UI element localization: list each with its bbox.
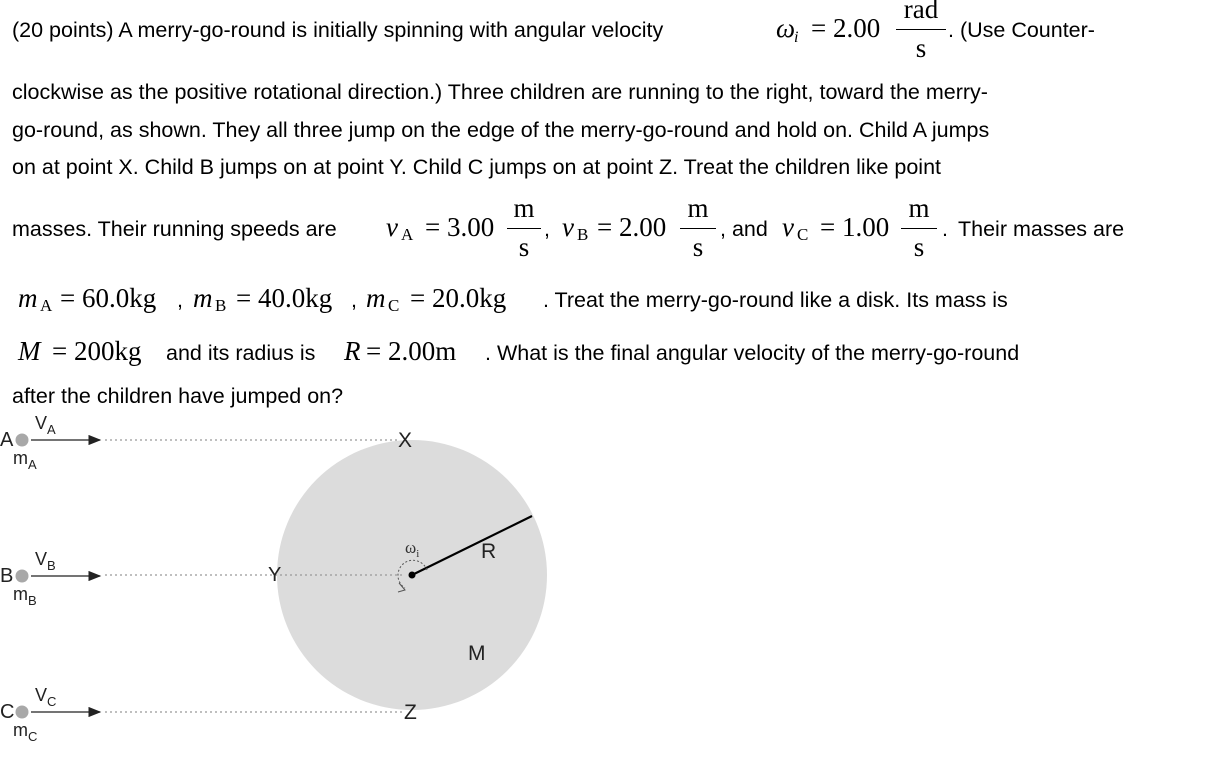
mass-symbol: m xyxy=(13,448,28,468)
velocity-C-label xyxy=(35,685,57,709)
intro-text: (20 points) A merry-go-round is initially spinning with angular velocity xyxy=(12,18,664,42)
mB-subscript: B xyxy=(215,296,227,315)
child-A-dot xyxy=(16,434,29,447)
unit-rad: rad xyxy=(903,0,939,24)
mass-subscript: A xyxy=(28,457,37,472)
omega-symbol: ω xyxy=(776,13,796,43)
vA-symbol: v xyxy=(386,212,398,242)
text-line-3: go-round, as shown. They all three jump on the edge of the merry-go-round and hold on. Child A jumps xyxy=(12,118,990,142)
mass-subscript: C xyxy=(28,729,38,744)
vA-subscript: A xyxy=(401,225,414,244)
mass-subscript: B xyxy=(28,593,37,608)
mA-symbol: m xyxy=(18,283,38,313)
text-line-2: clockwise as the positive rotational direction.) Three children are running to the right, toward the merry- xyxy=(12,80,988,104)
velocity-subscript: B xyxy=(47,558,56,573)
vB-value: = 2.00 xyxy=(597,212,667,242)
radius-text: and its radius is xyxy=(166,341,316,365)
point-Y-label: Y xyxy=(268,564,282,586)
question-text: . What is the final angular velocity of the merry-go-round xyxy=(485,341,1020,365)
child-C-dot xyxy=(16,706,29,719)
child-B-label: B xyxy=(0,565,14,587)
vC-symbol: v xyxy=(782,212,794,242)
omega-subscript: i xyxy=(416,548,420,560)
child-A-label: A xyxy=(0,429,14,451)
vC-unit-s: s xyxy=(913,232,925,262)
mass-B-label xyxy=(13,584,37,608)
mA-value: = 60.0kg xyxy=(60,283,157,313)
point-Z-label: Z xyxy=(404,701,417,724)
vC-unit-m: m xyxy=(908,193,930,223)
velocity-symbol: V xyxy=(35,413,48,433)
unit-s: s xyxy=(915,33,927,63)
comma: , xyxy=(177,288,183,312)
text-line-4: on at point X. Child B jumps on at point Y. Child C jumps on at point Z. Treat the children like point xyxy=(12,155,942,179)
velocity-subscript: C xyxy=(47,694,57,709)
vB-subscript: B xyxy=(577,225,589,244)
vC-subscript: C xyxy=(797,225,809,244)
disk-center xyxy=(409,572,416,579)
period: . xyxy=(942,217,948,241)
omega-value: = 2.00 xyxy=(811,13,881,43)
M-value: = 200kg xyxy=(52,336,142,366)
vB-unit-m: m xyxy=(687,193,709,223)
mass-C-label xyxy=(13,720,38,744)
mass-symbol: m xyxy=(13,720,28,740)
mA-subscript: A xyxy=(40,296,53,315)
omega-subscript: i xyxy=(794,29,799,46)
R-symbol: R xyxy=(344,336,361,366)
velocity-A-label xyxy=(35,413,56,437)
ccw-note: . (Use Counter- xyxy=(948,18,1095,42)
velocity-subscript: A xyxy=(47,422,56,437)
mC-value: = 20.0kg xyxy=(410,283,507,313)
mass-A-label xyxy=(13,448,37,472)
M-symbol: M xyxy=(18,336,41,366)
vC-value: = 1.00 xyxy=(820,212,890,242)
child-C-label: C xyxy=(0,701,15,723)
mass-symbol: m xyxy=(13,584,28,604)
mB-symbol: m xyxy=(193,283,213,313)
velocity-B-label xyxy=(35,549,56,573)
comma: , xyxy=(544,217,550,241)
omega-symbol: ω xyxy=(405,538,417,557)
omega-i-label xyxy=(405,538,420,560)
R-value: = 2.00m xyxy=(366,336,457,366)
point-X-label: X xyxy=(398,429,413,452)
speeds-lead: masses. Their running speeds are xyxy=(12,217,337,241)
velocity-symbol: V xyxy=(35,549,48,569)
vB-unit-s: s xyxy=(692,232,704,262)
radius-R-label: R xyxy=(481,540,497,563)
disk-M-label: M xyxy=(468,642,486,665)
vB-symbol: v xyxy=(562,212,574,242)
masses-tail: Their masses are xyxy=(958,217,1125,241)
and-text: , and xyxy=(720,217,768,241)
comma: , xyxy=(351,288,357,312)
vA-value: = 3.00 xyxy=(425,212,495,242)
vA-unit-m: m xyxy=(513,193,535,223)
disk-text: . Treat the merry-go-round like a disk. Its mass is xyxy=(543,288,1008,312)
mB-value: = 40.0kg xyxy=(236,283,333,313)
mC-subscript: C xyxy=(388,296,400,315)
child-B-dot xyxy=(16,570,29,583)
mC-symbol: m xyxy=(366,283,386,313)
vA-unit-s: s xyxy=(518,232,530,262)
text-line-8: after the children have jumped on? xyxy=(12,384,344,408)
velocity-symbol: V xyxy=(35,685,48,705)
